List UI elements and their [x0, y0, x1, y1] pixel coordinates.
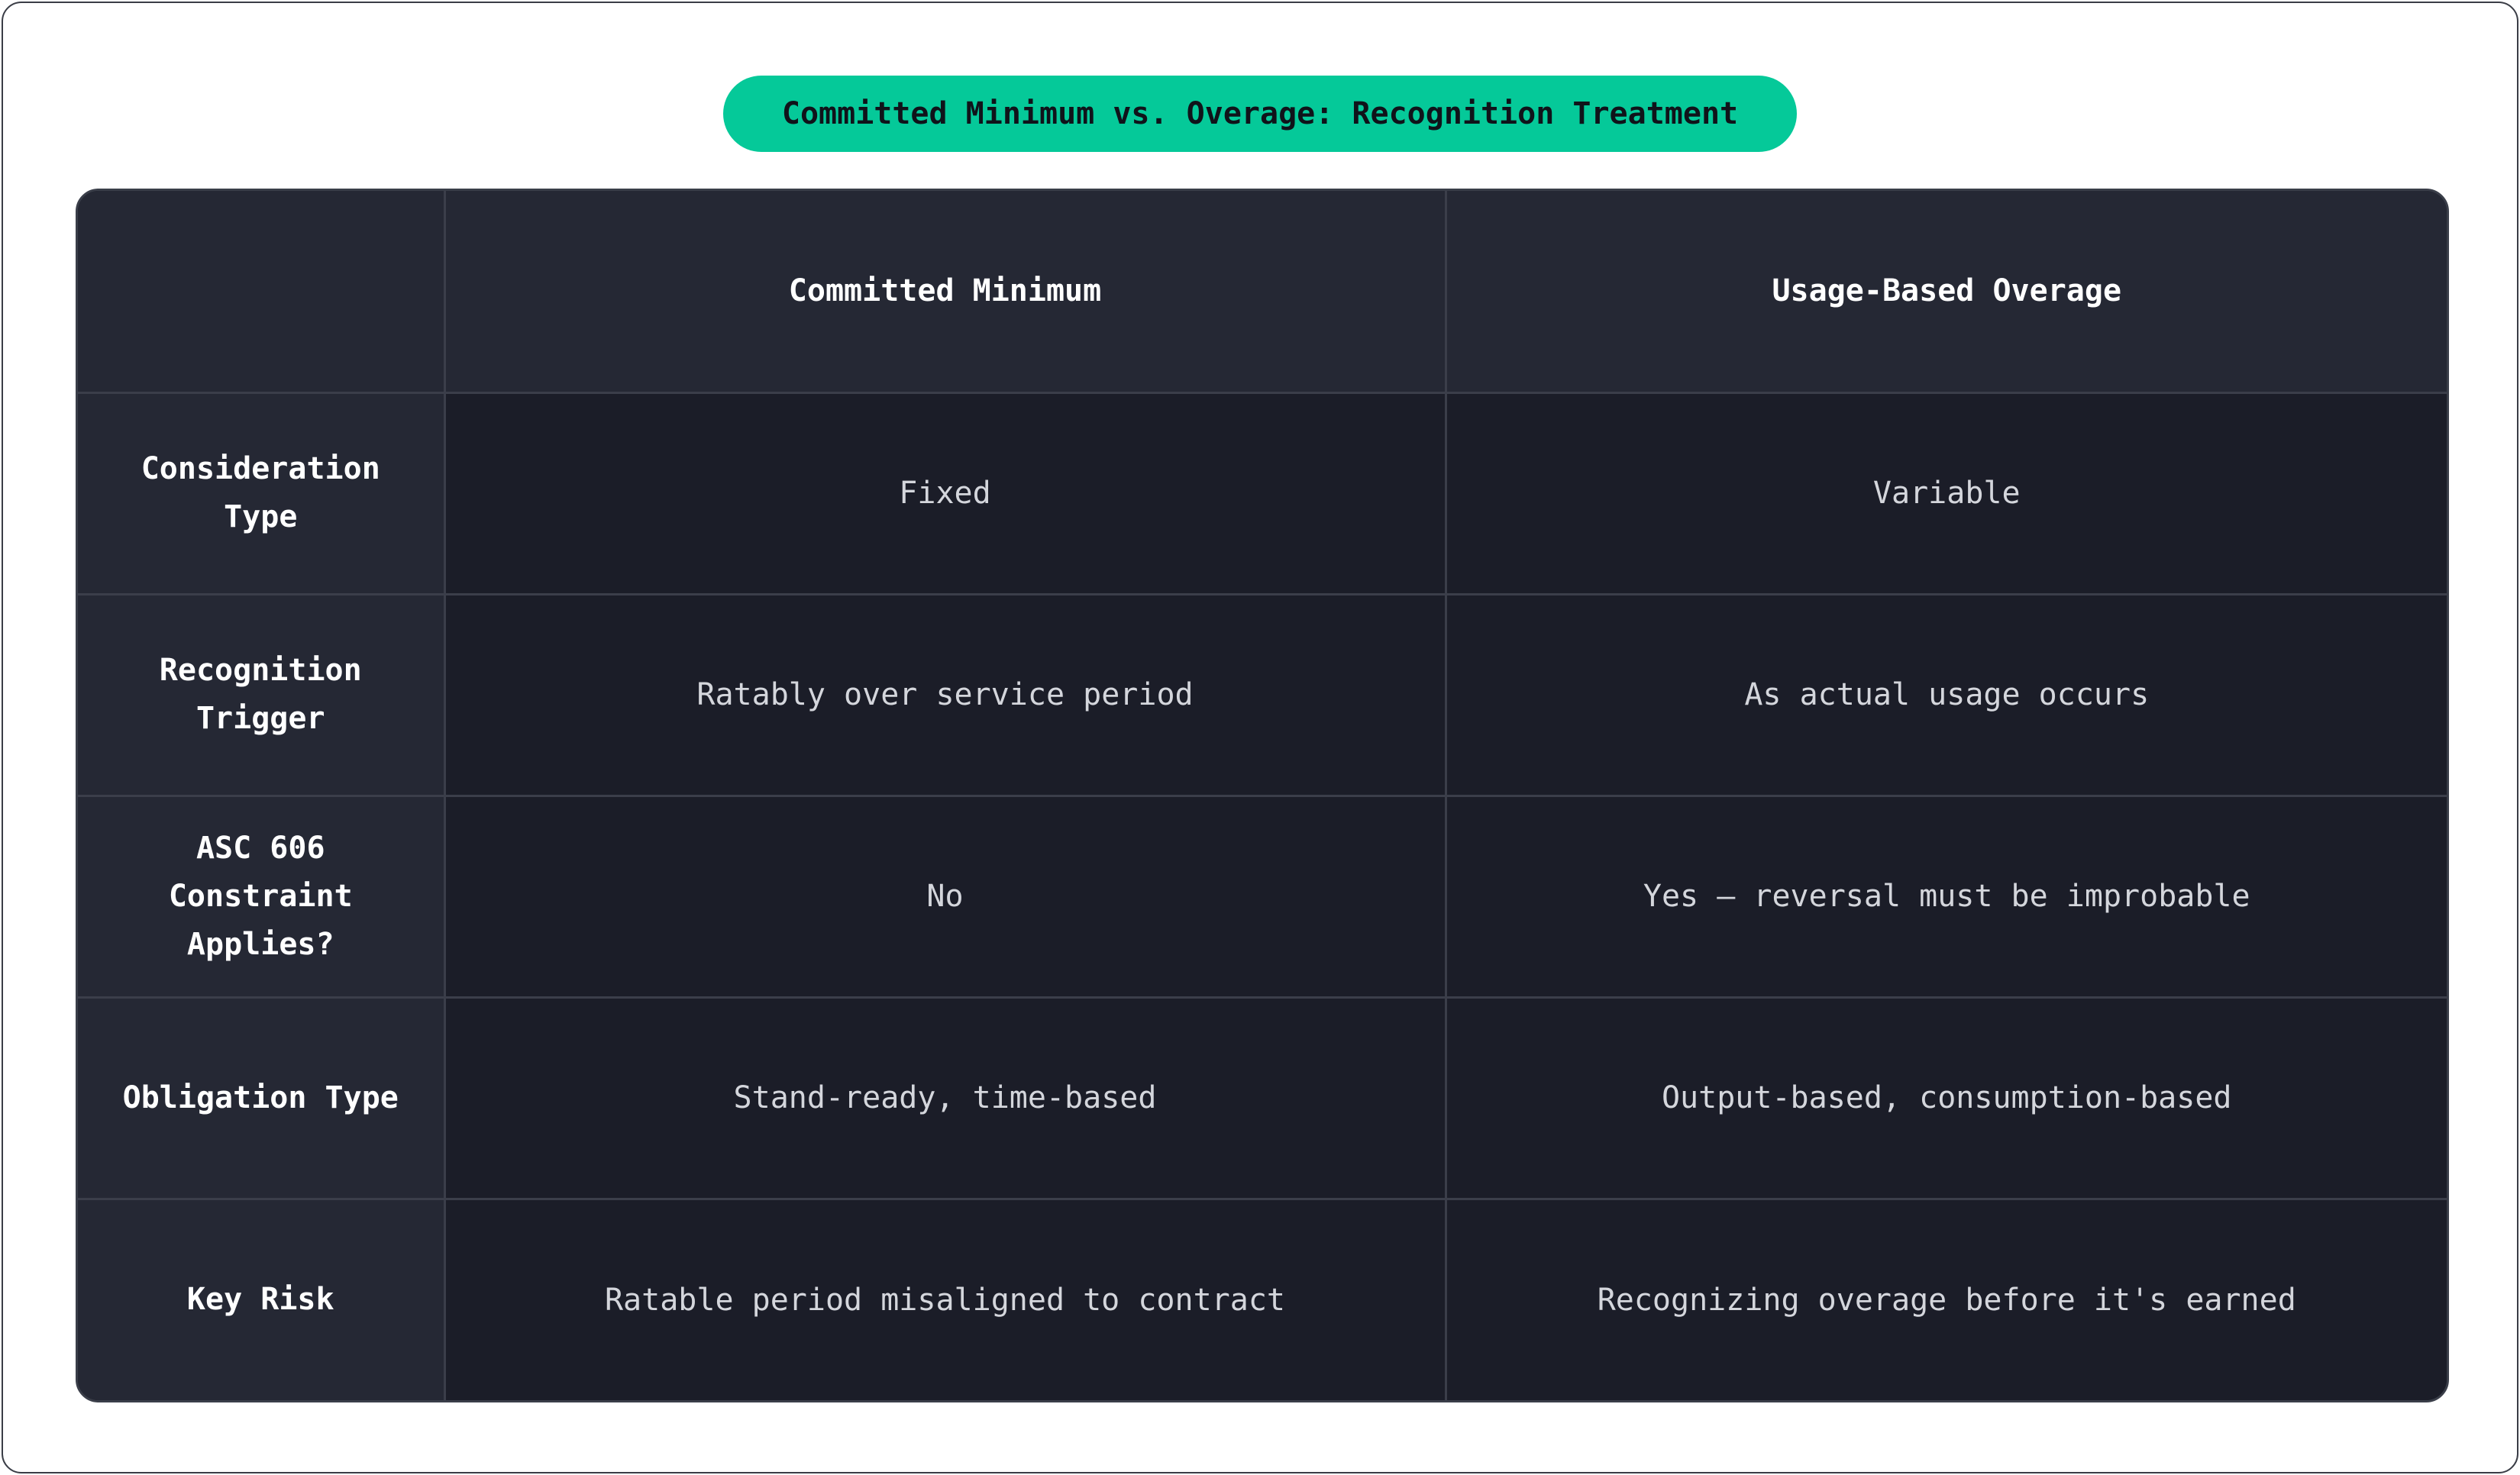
table-cell: Fixed	[444, 392, 1446, 594]
table-cell: Variable	[1446, 392, 2447, 594]
column-header-usage-based-overage: Usage-Based Overage	[1446, 191, 2447, 392]
table-corner-cell	[78, 191, 444, 392]
table-cell: As actual usage occurs	[1446, 594, 2447, 796]
table-cell: No	[444, 796, 1446, 997]
column-header-committed-minimum: Committed Minimum	[444, 191, 1446, 392]
comparison-table-card	[76, 189, 2449, 1402]
row-label-asc-606-constraint: ASC 606 Constraint Applies?	[78, 796, 444, 997]
row-label-key-risk: Key Risk	[78, 1199, 444, 1400]
table-row	[78, 997, 2447, 1199]
table-cell: Recognizing overage before it's earned	[1446, 1199, 2447, 1400]
table-row	[78, 796, 2447, 997]
table-cell: Yes — reversal must be improbable	[1446, 796, 2447, 997]
table-row	[78, 392, 2447, 594]
row-label-consideration-type: Consideration Type	[78, 392, 444, 594]
row-label-recognition-trigger: Recognition Trigger	[78, 594, 444, 796]
row-label-obligation-type: Obligation Type	[78, 997, 444, 1199]
table-cell: Output-based, consumption-based	[1446, 997, 2447, 1199]
table-row	[78, 1199, 2447, 1400]
table-cell: Ratably over service period	[444, 594, 1446, 796]
table-cell: Stand-ready, time-based	[444, 997, 1446, 1199]
table-cell: Ratable period misaligned to contract	[444, 1199, 1446, 1400]
page-title: Committed Minimum vs. Overage: Recognition Treatment	[723, 76, 1797, 152]
table-row	[78, 594, 2447, 796]
table-header-row	[78, 191, 2447, 392]
comparison-table	[78, 191, 2447, 1400]
